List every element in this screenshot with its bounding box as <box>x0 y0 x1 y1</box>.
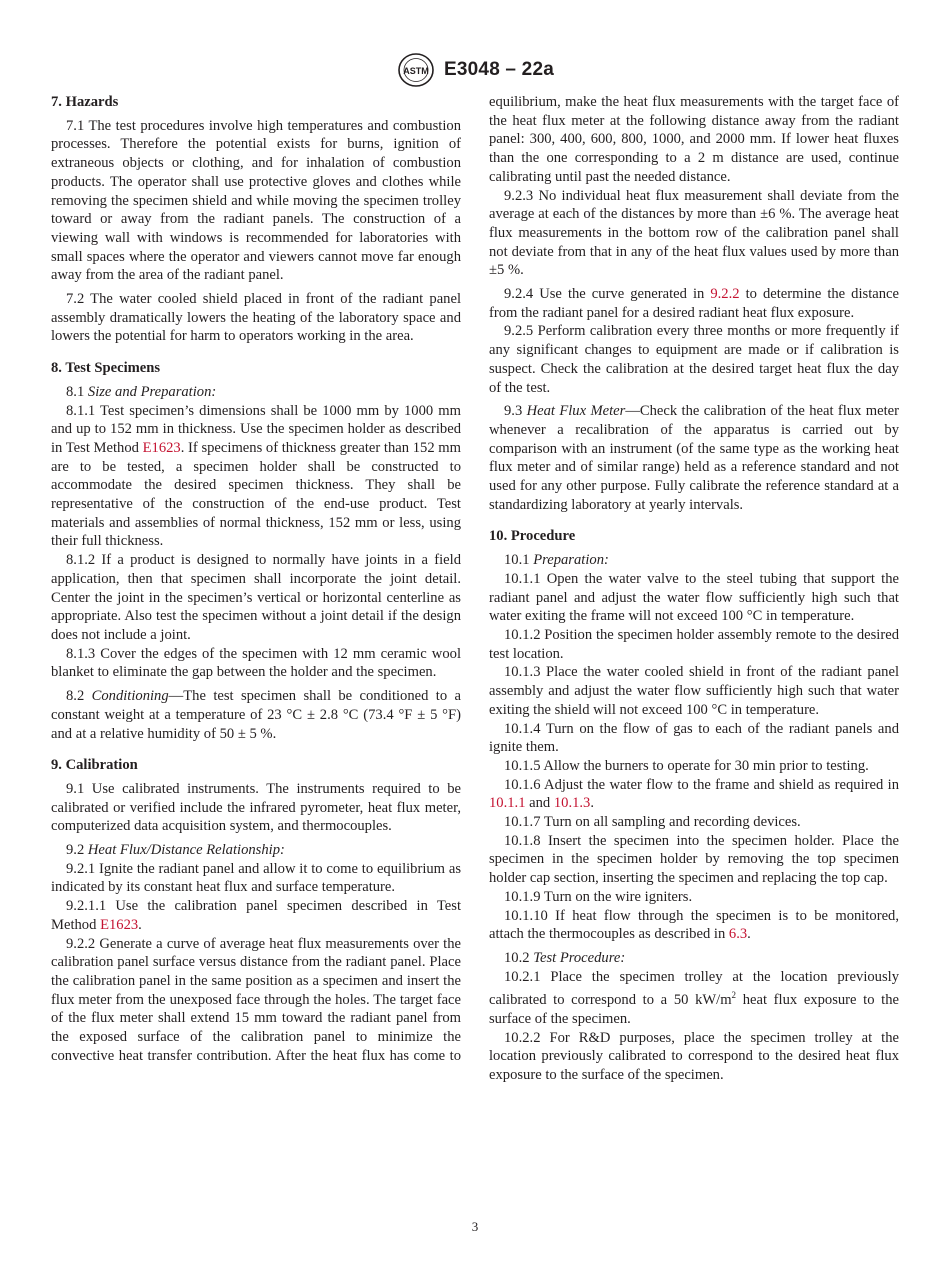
paragraph-10-2 <box>489 949 899 968</box>
paragraph-9-2-2-continued: equilibrium, make the heat flux measurements with the target face of the heat flux meter at the following distance away from the radiant panel: 300, 400, 600, 800, 1000, and 2000 mm. If lower heat fluxes than the one corresponding to a 2 m distance are used, continue calibrating until past the needed distance. <box>489 94 899 185</box>
link-10-1-1[interactable]: 10.1.1 <box>489 795 526 812</box>
section-7-heading: 7. Hazards <box>51 94 119 110</box>
paragraph-9-2-5: 9.2.5 Perform calibration every three months or more frequently if any significant changes to equipment are made or if calibration is suspect. Check the calibration at the desired target heat flux the day of the test. <box>489 323 899 396</box>
section-8-heading: 8. Test Specimens <box>51 360 161 377</box>
paragraph-8-1-1-text-b: . If specimens of thickness greater than 152 mm are to be tested, a specimen holder shall be constructed to accommodate the desired specimen thickness. They shall be representative of the construction of the end-use product. Test materials and assemblies of normal thickness, 152 mm or less, using their full thickness. <box>51 439 461 550</box>
paragraph-10-1-title: Preparation: <box>533 552 609 569</box>
paragraph-9-2-1-1-text-b: . <box>138 916 142 933</box>
paragraph-10-2-title: Test Procedure: <box>533 949 626 966</box>
paragraph-10-1-8: 10.1.8 Insert the specimen into the specimen holder. Place the specimen in the specimen holder by removing the top specimen holder cap section, inserting the specimen and replacing the top cap. <box>489 832 899 887</box>
paragraph-8-1-1-text-a: 8.1.1 Test specimen’s dimensions shall be 1000 mm by 1000 mm and up to 152 mm in thickness. Use the specimen holder as described in Test Method <box>51 402 461 456</box>
section-10-heading: 10. Procedure <box>489 528 576 545</box>
paragraph-9-2-1-1 <box>51 897 461 934</box>
paragraph-8-1-title: Size and Preparation: <box>87 383 217 400</box>
paragraph-10-1-6-text-a: 10.1.6 Adjust the water flow to the frame and shield as required in <box>504 776 899 793</box>
paragraph-9-3-title: Heat Flux Meter <box>526 403 626 420</box>
superscript-2: 2 <box>731 990 737 1001</box>
link-10-1-3[interactable]: 10.1.3 <box>553 795 591 812</box>
paragraph-10-1-9: 10.1.9 Turn on the wire igniters. <box>504 888 693 905</box>
paragraph-9-2-title: Heat Flux/Distance Relationship: <box>87 842 285 859</box>
paragraph-10-1-10 <box>489 907 899 944</box>
paragraph-9-2-1-1-text-a: 9.2.1.1 Use the calibration panel specimen described in Test Method <box>51 898 461 933</box>
paragraph-8-2-body: —The test specimen shall be conditioned to a constant weight at a temperature of 23 °C ± 2.8 °C (73.4 °F ± 5 °F) and at a relative humidity of 50 ± 5 %. <box>51 688 462 742</box>
paragraph-10-2-1-text-a: 10.2.1 Place the specimen trolley at the location previously calibrated to correspond to a 50 kW/m <box>489 968 899 1009</box>
paragraph-10-1-10-text-b: . <box>747 926 751 943</box>
link-9-2-2[interactable]: 9.2.2 <box>710 286 740 303</box>
paragraph-8-1-1 <box>51 402 461 552</box>
paragraph-8-1-3: 8.1.3 Cover the edges of the specimen with 12 mm ceramic wool blanket to eliminate the gap between the holder and the specimen. <box>51 645 461 681</box>
paragraph-8-2-number: 8.2 <box>66 688 92 705</box>
astm-logo-icon <box>396 52 436 88</box>
paragraph-10-1-6 <box>489 776 899 813</box>
page-number: 3 <box>471 1219 479 1234</box>
paragraph-8-1-number: 8.1 <box>66 383 88 400</box>
paragraph-10-1-3: 10.1.3 Place the water cooled shield in front of the radiant panel assembly and adjust the water flow sufficiently high such that water exiting the shield will not exceed 100 °C in temperature. <box>489 664 899 718</box>
paragraph-9-2-4-text-a: 9.2.4 Use the curve generated in <box>504 286 711 303</box>
paragraph-9-1: 9.1 Use calibrated instruments. The instruments required to be calibrated or verified include the infrared pyrometer, heat flux meter, computerized data acquisition system, and thermocouples. <box>51 780 461 835</box>
paragraph-7-1: 7.1 The test procedures involve high temperatures and combustion processes. Therefore the potential exists for burns, ignition of extraneous objects or clothing, and for inhalation of combustion products. The operator shall use protective gloves and clothes while removing the specimen shield and while moving the specimen trolley toward or away from the radiant panels. The construction of a viewing wall with windows is recommended for laboratories with small spaces where the operator and viewers cannot move far enough away from the area of the radiant panel. <box>51 117 461 284</box>
link-e1623[interactable]: E1623 <box>142 439 181 456</box>
paragraph-10-1-10-text-a: 10.1.10 If heat flow through the specimen is to be monitored, attach the thermocouples as described in <box>489 907 899 943</box>
paragraph-9-2-4-text-b: to determine the distance from the radiant panel for a desired radiant heat flux exposure. <box>489 286 900 321</box>
paragraph-10-2-number: 10.2 <box>504 949 534 966</box>
logo-lettering: ASTM <box>403 66 429 76</box>
paragraph-10-1-6-text-b: . <box>590 795 594 812</box>
paragraph-10-1-6-and: and <box>525 795 554 812</box>
paragraph-9-2-2: 9.2.2 Generate a curve of average heat flux measurements over the calibration panel surface versus distance from the radiant panel. Place the calibration panel in the same position as a specimen and insert the flux meter from the unexposed face through the holes. The target face of the flux meter shall extend 15 mm toward the radiant panel from the exposed surface of the calibration panel to minimize the convective heat transfer contribution. After the heat flux has come to <box>51 935 461 1064</box>
paragraph-10-1-7: 10.1.7 Turn on all sampling and recording devices. <box>504 814 801 831</box>
paragraph-9-3-body: —Check the calibration of the heat flux meter whenever a recalibration of the apparatus is carried out by comparison with an instrument (of the same type as the working heat flux meter and of similar range) held as a reference standard and not used for any other purpose. Fully calibrate the reference standard at a standardizing laboratory at yearly intervals. <box>489 403 899 513</box>
paragraph-10-1-4: 10.1.4 Turn on the flow of gas to each of the radiant panels and ignite them. <box>489 720 899 756</box>
link-e1623-2[interactable]: E1623 <box>100 916 139 933</box>
paragraph-10-2-1 <box>489 968 899 1029</box>
paragraph-10-1-2: 10.1.2 Position the specimen holder assembly remote to the desired test location. <box>489 626 899 662</box>
paragraph-10-1-5: 10.1.5 Allow the burners to operate for 30 min prior to testing. <box>504 757 869 774</box>
paragraph-7-2: 7.2 The water cooled shield placed in front of the radiant panel assembly dramatically lowers the heating of the laboratory space and lowers the potential for harm to operators working in the area. <box>51 291 461 345</box>
paragraph-10-1-1: 10.1.1 Open the water valve to the steel tubing that support the radiant panel and adjust the water flow sufficiently high such that water exiting the frame will not exceed 100 °C in temperature. <box>489 570 899 625</box>
right-column-content <box>489 93 899 1085</box>
paragraph-10-2-1-text-b: heat flux exposure to the surface of the specimen. <box>489 992 899 1027</box>
page-header <box>0 50 950 90</box>
paragraph-10-1-number: 10.1 <box>504 552 534 569</box>
paragraph-10-2-2: 10.2.2 For R&D purposes, place the specimen trolley at the location previously calibrated to correspond to the desired heat flux exposure to the surface of the specimen. <box>489 1029 899 1084</box>
paragraph-8-1 <box>51 383 461 402</box>
left-column <box>51 93 461 1065</box>
document-designation: E3048 – 22a <box>444 59 554 80</box>
paragraph-9-2-4 <box>489 285 899 322</box>
paragraph-9-3-number: 9.3 <box>504 403 527 420</box>
paragraph-8-2 <box>51 687 461 743</box>
link-6-3[interactable]: 6.3 <box>728 926 748 943</box>
paragraph-9-3 <box>489 402 899 514</box>
paragraph-9-2-number: 9.2 <box>66 842 88 859</box>
paragraph-9-2 <box>51 841 461 860</box>
paragraph-8-2-title: Conditioning <box>91 688 169 705</box>
paragraph-8-1-2: 8.1.2 If a product is designed to normally have joints in a field application, then that specimen shall incorporate the joint detail. Center the joint in the specimen’s vertical or horizontal centerline as appropriate. Also test the specimen without a joint detail if the design does not include a joint. <box>51 552 461 643</box>
paragraph-9-2-1: 9.2.1 Ignite the radiant panel and allow it to come to equilibrium as indicated by its constant heat flux and surface temperature. <box>51 860 461 896</box>
paragraph-10-1 <box>489 551 899 570</box>
section-9-heading: 9. Calibration <box>51 757 138 774</box>
paragraph-9-2-3: 9.2.3 No individual heat flux measurement shall deviate from the average at each of the distances by more than ±6 %. The average heat flux measurements in the bottom row of the calibration panel shall not deviate from that in any of the heat flux values used by more than ±5 %. <box>489 187 899 279</box>
